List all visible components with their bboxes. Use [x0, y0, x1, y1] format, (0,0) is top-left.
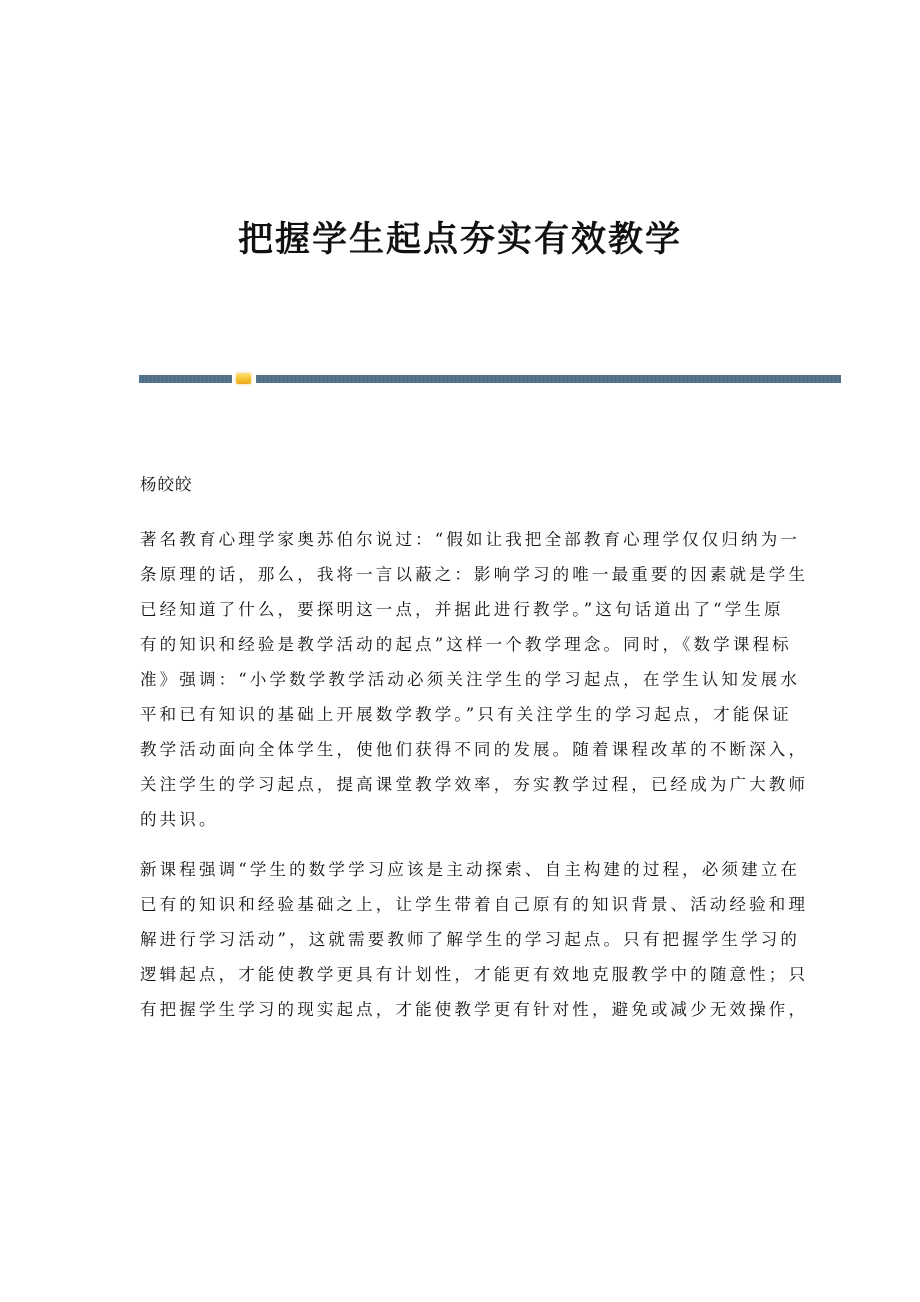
- author-name: 杨皎皎: [140, 475, 193, 494]
- paragraph-2: [140, 852, 809, 1027]
- text-line: 教学活动面向全体学生，使他们获得不同的发展。随着课程改革的不断深入，: [140, 740, 809, 759]
- text-line: 有把握学生学习的现实起点，才能使教学更有针对性，避免或减少无效操作，: [140, 1000, 809, 1019]
- divider-ornament-icon: [236, 373, 251, 384]
- text-line: 准》强调：“小学数学教学活动必须关注学生的学习起点，在学生认知发展水: [140, 670, 801, 689]
- text-line: 逻辑起点，才能使教学更具有计划性，才能更有效地克服教学中的随意性；只: [140, 965, 809, 984]
- text-line: 平和已有知识的基础上开展数学教学。”只有关注学生的学习起点，才能保证: [140, 705, 792, 724]
- divider-bar-left: [139, 375, 232, 383]
- paragraph-1: [140, 522, 809, 837]
- text-line: 关注学生的学习起点，提高课堂教学效率，夯实教学过程，已经成为广大教师: [140, 775, 809, 794]
- divider-bar-right: [256, 375, 841, 383]
- text-line: 条原理的话，那么，我将一言以蔽之：影响学习的唯一最重要的因素就是学生: [140, 565, 809, 584]
- text-line: 已经知道了什么，要探明这一点，并据此进行教学。”这句话道出了“学生原: [140, 600, 784, 619]
- text-line: 著名教育心理学家奥苏伯尔说过：“假如让我把全部教育心理学仅仅归纳为一: [140, 530, 801, 549]
- text-line: 已有的知识和经验基础之上，让学生带着自己原有的知识背景、活动经验和理: [140, 895, 809, 914]
- text-line: 解进行学习活动”，这就需要教师了解学生的学习起点。只有把握学生学习的: [140, 930, 801, 949]
- text-line: 有的知识和经验是教学活动的起点”这样一个教学理念。同时，《数学课程标: [140, 635, 792, 654]
- title-divider: [139, 375, 841, 384]
- document-title: 把握学生起点夯实有效教学: [237, 219, 682, 260]
- text-line: 新课程强调“学生的数学学习应该是主动探索、自主构建的过程，必须建立在: [140, 860, 801, 879]
- text-line: 的共识。: [140, 810, 219, 829]
- article-body: [140, 522, 809, 1042]
